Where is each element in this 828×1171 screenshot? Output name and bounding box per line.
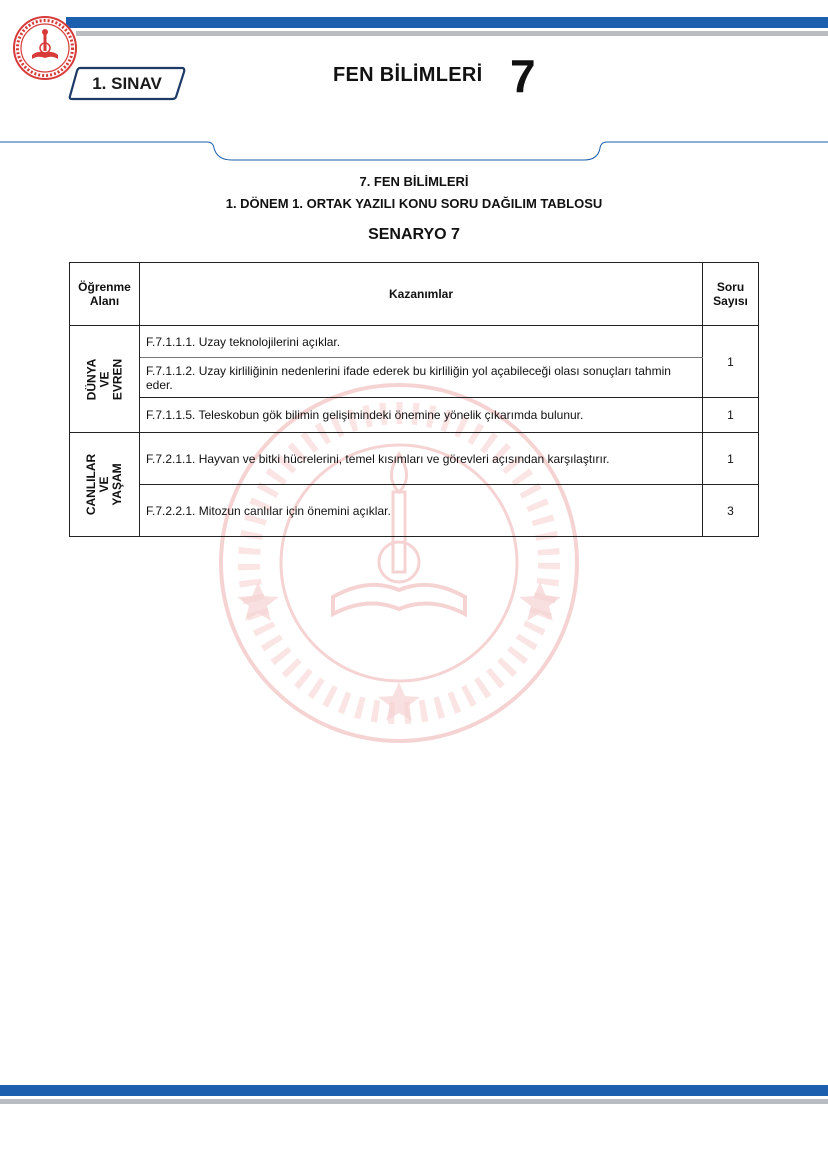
doc-title-table: 1. DÖNEM 1. ORTAK YAZILI KONU SORU DAĞILIM TABLOSU	[225, 196, 603, 211]
doc-title-subject: 7. FEN BİLİMLERİ	[359, 174, 469, 189]
header-learning-area: Öğrenme Alanı	[70, 263, 140, 326]
subject-title: FEN BİLİMLERİ	[333, 64, 483, 86]
table-header-row	[70, 263, 759, 326]
footer-blue-bar	[0, 1085, 828, 1096]
count-cell: 1	[703, 398, 759, 433]
header-top-gray-bar	[76, 31, 828, 36]
outcome-cell: F.7.2.2.1. Mitozun canlılar için önemini açıklar.	[140, 485, 703, 537]
count-cell: 1	[703, 326, 759, 398]
count-cell: 3	[703, 485, 759, 537]
area-cell-living-things: CANLILAR VE YAŞAM	[70, 433, 140, 537]
outcome-cell: F.7.2.1.1. Hayvan ve bitki hücrelerini, temel kısımları ve görevleri açısından karşılaştırır.	[140, 433, 703, 485]
header-question-count: Soru Sayısı	[703, 263, 759, 326]
grade-number: 7	[510, 50, 536, 102]
table-row	[70, 358, 759, 398]
outcome-cell: F.7.1.1.2. Uzay kirliliğinin nedenlerini ifade ederek bu kirliliğin yol açabileceği olası sonuçları tahmin eder.	[140, 358, 703, 398]
table-row	[70, 326, 759, 358]
header-top-blue-bar	[66, 17, 828, 28]
table-row	[70, 398, 759, 433]
exam-badge	[68, 66, 186, 101]
count-cell: 1	[703, 433, 759, 485]
area-cell-world-universe: DÜNYA VE EVREN	[70, 326, 140, 433]
doc-title-scenario: SENARYO 7	[368, 226, 460, 243]
outcome-cell: F.7.1.1.5. Teleskobun gök bilimin gelişimindeki önemine yönelik çıkarımda bulunur.	[140, 398, 703, 433]
outcome-cell: F.7.1.1.1. Uzay teknolojilerini açıklar.	[140, 326, 703, 358]
exam-label: 1. SINAV	[92, 74, 162, 93]
table-row	[70, 485, 759, 537]
header-outcomes: Kazanımlar	[140, 263, 703, 326]
header-divider	[0, 132, 828, 164]
topic-distribution-table	[69, 262, 759, 537]
footer-gray-bar	[0, 1099, 828, 1104]
table-row	[70, 433, 759, 485]
